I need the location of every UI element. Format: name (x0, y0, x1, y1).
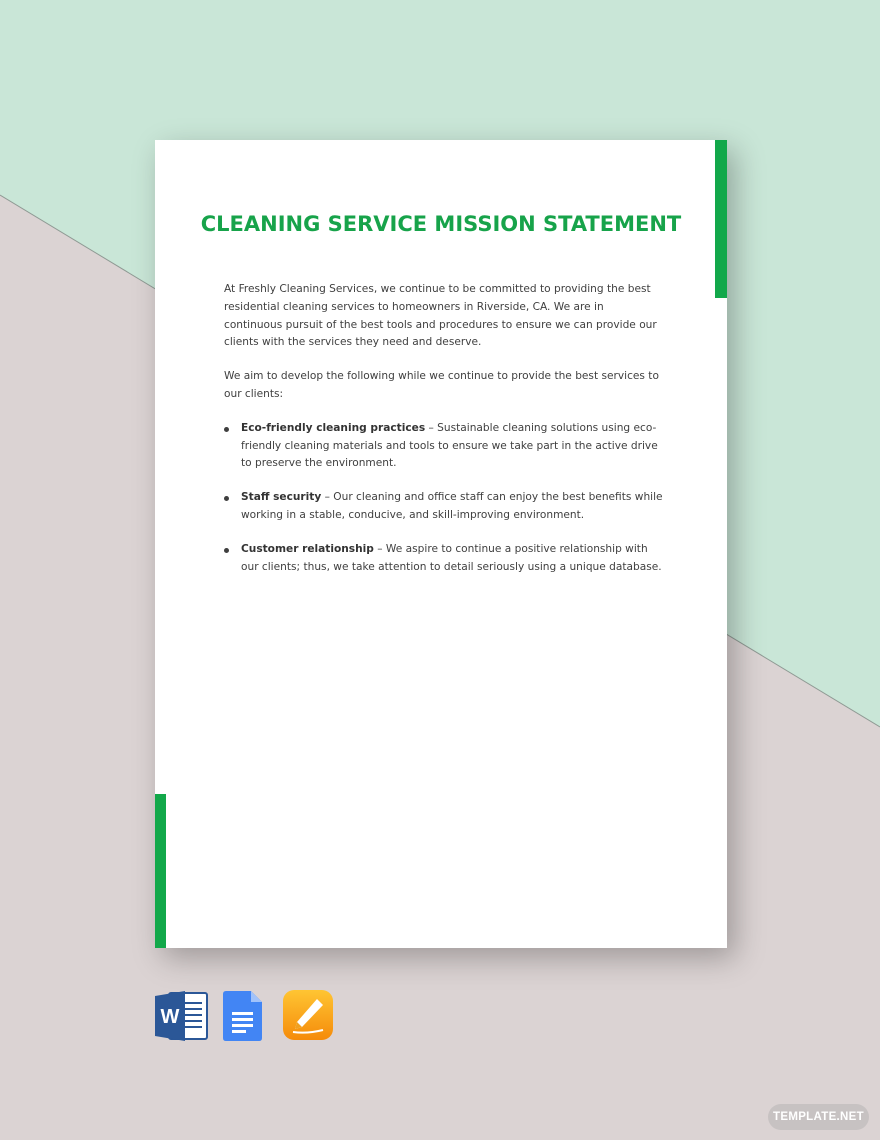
list-item-term: Eco-friendly cleaning practices (241, 421, 426, 434)
list-item (224, 420, 664, 473)
document-body (224, 281, 664, 592)
google-docs-icon[interactable] (223, 990, 263, 1042)
goals-list (224, 420, 664, 577)
list-item-term: Staff security (241, 491, 322, 504)
list-item-text: – Our cleaning and office staff can enjoy the best benefits while working in a stable, conducive, and skill-improving environment. (241, 491, 663, 521)
list-item-text: – We aspire to continue a positive relationship with our clients; thus, we take attention to detail seriously using a unique database. (241, 542, 662, 573)
word-icon[interactable] (155, 990, 209, 1042)
pages-icon[interactable] (283, 990, 333, 1040)
bullet-icon (224, 496, 229, 501)
lead-paragraph: We aim to develop the following while we continue to provide the best services to our clients: (224, 370, 659, 400)
bullet-icon (224, 548, 229, 553)
list-item (224, 541, 664, 577)
list-item-term: Customer relationship (241, 542, 374, 555)
document-title: CLEANING SERVICE MISSION STATEMENT (200, 212, 682, 236)
list-item-text: – Sustainable cleaning solutions using eco-friendly cleaning materials and tools to ensure we take part in the active drive to preserve the environment. (241, 421, 658, 470)
bullet-icon (224, 427, 229, 432)
template-net-badge[interactable]: TEMPLATE.NET (768, 1104, 869, 1130)
word-icon-letter: W (160, 1006, 180, 1028)
document-page (155, 140, 727, 948)
list-item (224, 489, 664, 525)
accent-bar-bottom-left (155, 794, 166, 948)
intro-paragraph: At Freshly Cleaning Services, we continue to be committed to providing the best residential cleaning services to homeowners in Riverside, CA. We are in continuous pursuit of the best tools and procedures to ensure we can provide our clients with the services they need and deserve. (224, 283, 657, 349)
